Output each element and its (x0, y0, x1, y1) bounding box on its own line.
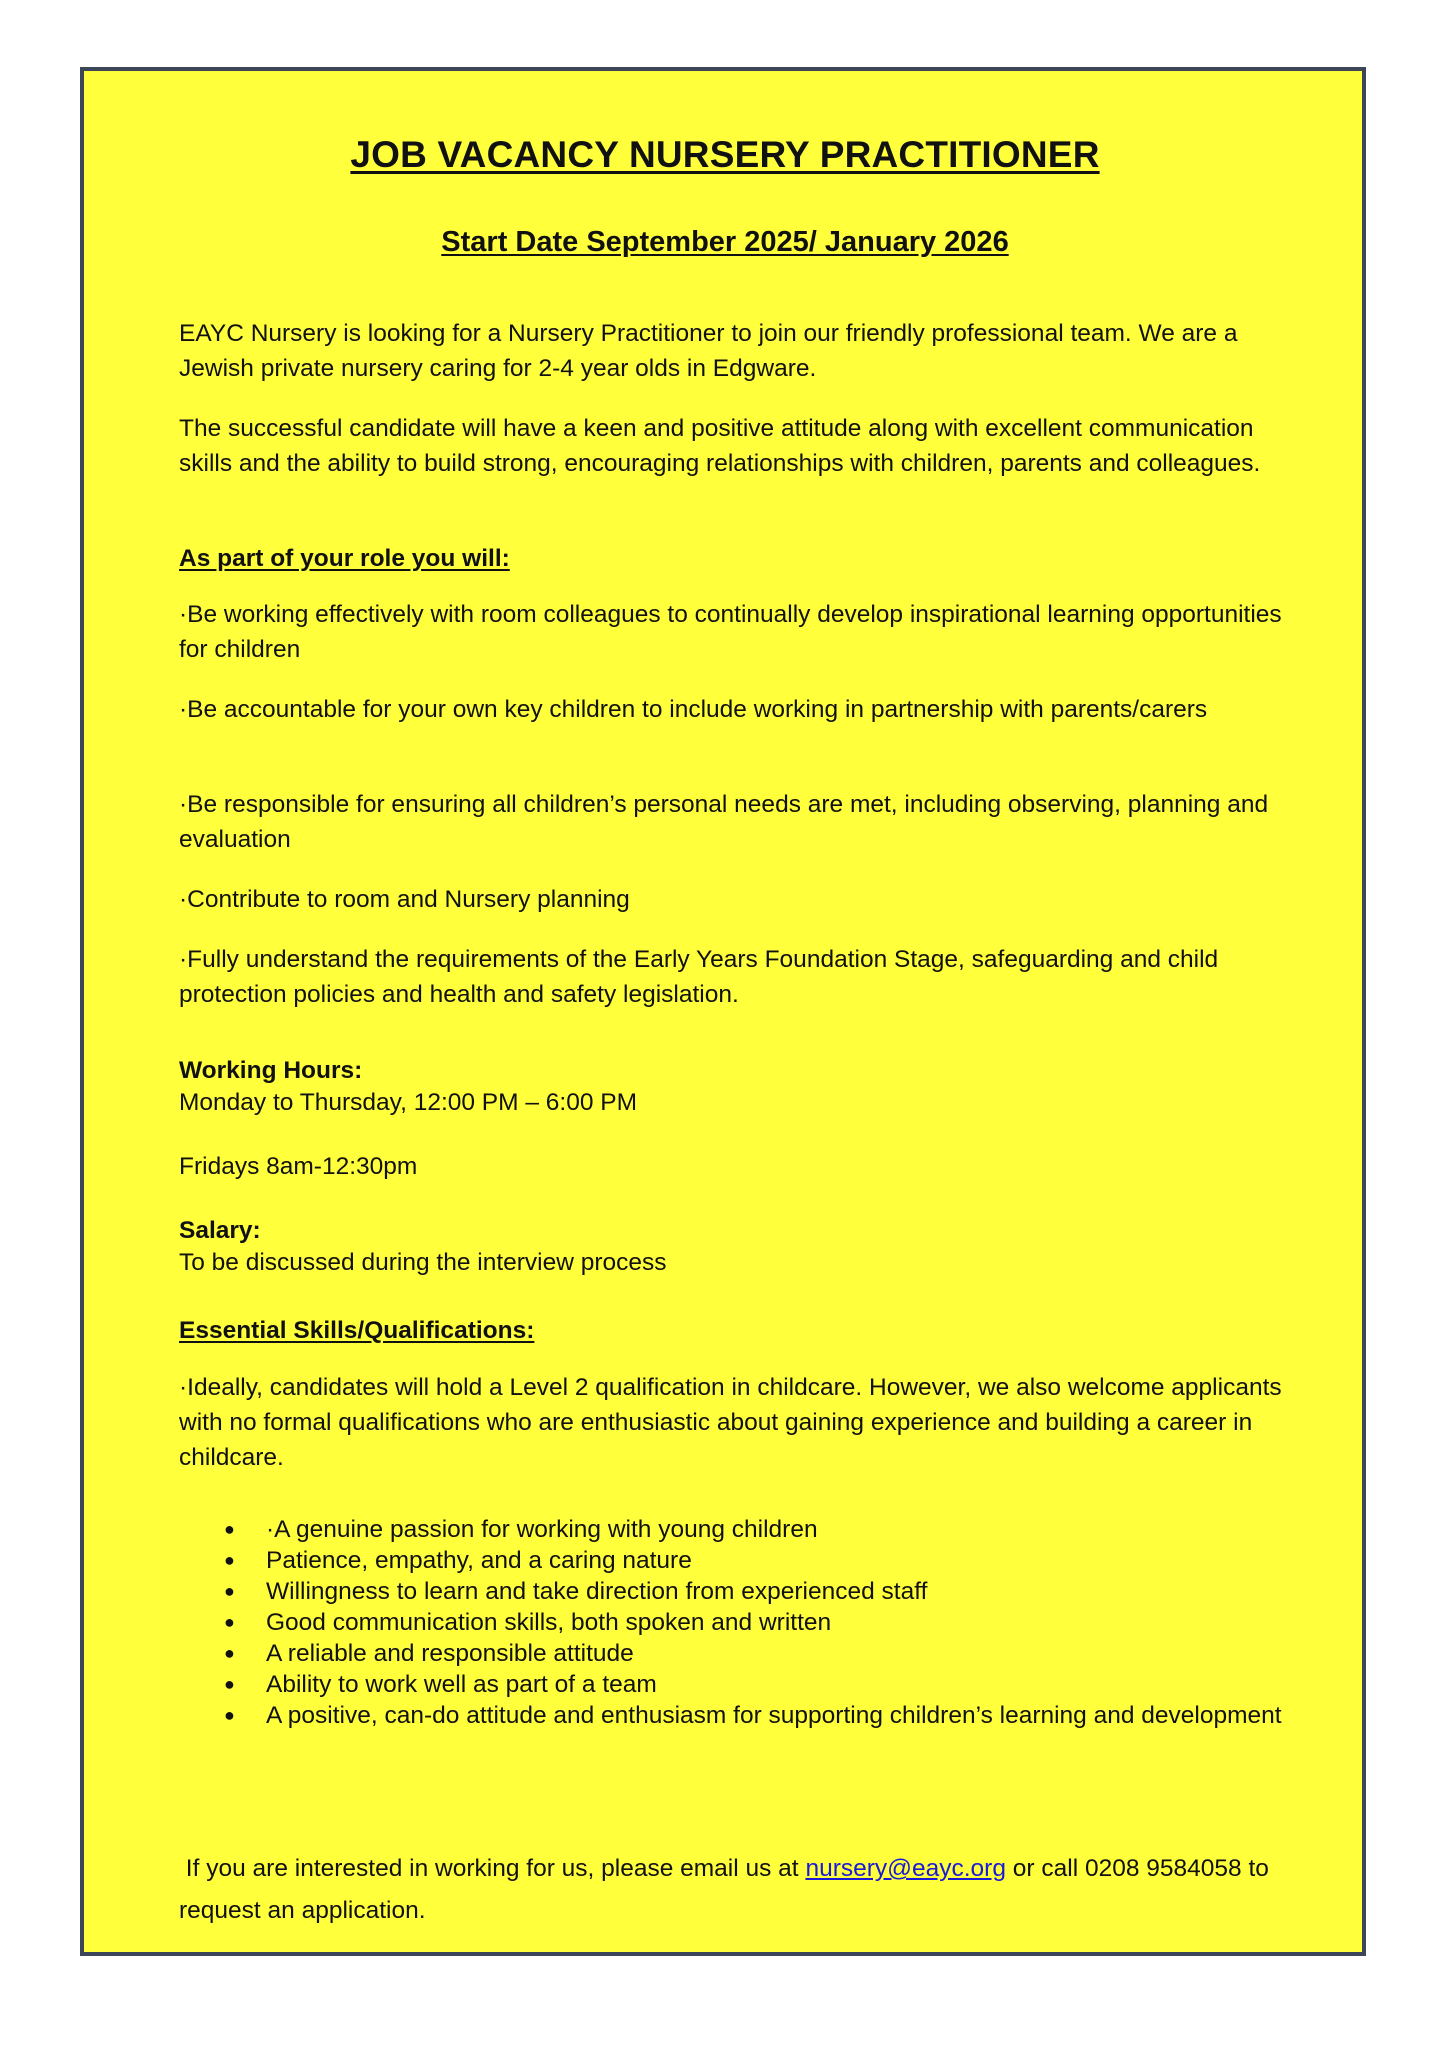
contact-prefix: If you are interested in working for us, please email us at (179, 1855, 806, 1882)
poster-title: JOB VACANCY NURSERY PRACTITIONER (350, 134, 1100, 175)
hours-heading: Working Hours: (179, 1057, 363, 1084)
contact-suffix: or call 0208 9584058 to request an application. (179, 1855, 1269, 1924)
bullet-icon: ● (224, 1581, 235, 1601)
list-item (179, 1700, 1299, 1731)
salary-heading: Salary: (179, 1217, 261, 1244)
list-item (179, 1576, 1299, 1607)
skill-text: ·A genuine passion for working with young children (266, 1516, 818, 1543)
bullet-icon: ● (224, 1643, 235, 1663)
bullet-icon: ● (224, 1519, 235, 1539)
skill-text: A reliable and responsible attitude (266, 1640, 634, 1667)
start-date-subtitle: Start Date September 2025/ January 2026 (441, 226, 1009, 258)
role-item: ·Be accountable for your own key children to include working in partnership with parents/carers (179, 696, 1208, 723)
skill-text: Good communication skills, both spoken and written (266, 1609, 832, 1636)
skills-heading: Essential Skills/Qualifications: (179, 1317, 535, 1344)
role-item: ·Be responsible for ensuring all children’s personal needs are met, including observing, planning and evaluation (179, 791, 1269, 853)
skill-text: Willingness to learn and take direction from experienced staff (266, 1578, 928, 1605)
list-item (179, 1607, 1299, 1638)
job-poster (80, 67, 1366, 1956)
role-heading: As part of your role you will: (179, 545, 510, 572)
skill-text: Ability to work well as part of a team (266, 1671, 657, 1698)
skill-text: A positive, can-do attitude and enthusiasm for supporting children’s learning and development (266, 1702, 1282, 1729)
role-item: ·Be working effectively with room colleagues to continually develop inspirational learning opportunities for children (179, 601, 1282, 663)
skill-text: Patience, empathy, and a caring nature (266, 1547, 692, 1574)
role-item: ·Contribute to room and Nursery planning (179, 886, 630, 913)
intro-paragraph: EAYC Nursery is looking for a Nursery Practitioner to join our friendly professional team. We are a Jewish private nursery caring for 2-4 year olds in Edgware. (179, 320, 1238, 382)
skills-intro: ·Ideally, candidates will hold a Level 2 qualification in childcare. However, we also welcome applicants with no formal qualifications who are enthusiastic about gaining experience and building a career in childcare. (179, 1374, 1282, 1471)
bullet-icon: ● (224, 1705, 235, 1725)
list-item (179, 1669, 1299, 1700)
list-item (179, 1514, 1299, 1545)
salary-text: To be discussed during the interview process (179, 1249, 667, 1276)
list-item (179, 1545, 1299, 1576)
list-item (179, 1638, 1299, 1669)
role-item: ·Fully understand the requirements of the Early Years Foundation Stage, safeguarding and child protection policies and health and safety legislation. (179, 946, 1219, 1008)
bullet-icon: ● (224, 1674, 235, 1694)
candidate-paragraph: The successful candidate will have a keen and positive attitude along with excellent communication skills and the ability to build strong, encouraging relationships with children, parents and colleagues. (179, 415, 1261, 477)
email-link[interactable]: nursery@eayc.org (805, 1855, 1006, 1882)
contact-paragraph (179, 1848, 1299, 1932)
bullet-icon: ● (224, 1612, 235, 1632)
hours-fridays: Fridays 8am-12:30pm (179, 1153, 418, 1180)
bullet-icon: ● (224, 1550, 235, 1570)
hours-weekdays: Monday to Thursday, 12:00 PM – 6:00 PM (179, 1089, 638, 1116)
skills-list (179, 1514, 1299, 1731)
